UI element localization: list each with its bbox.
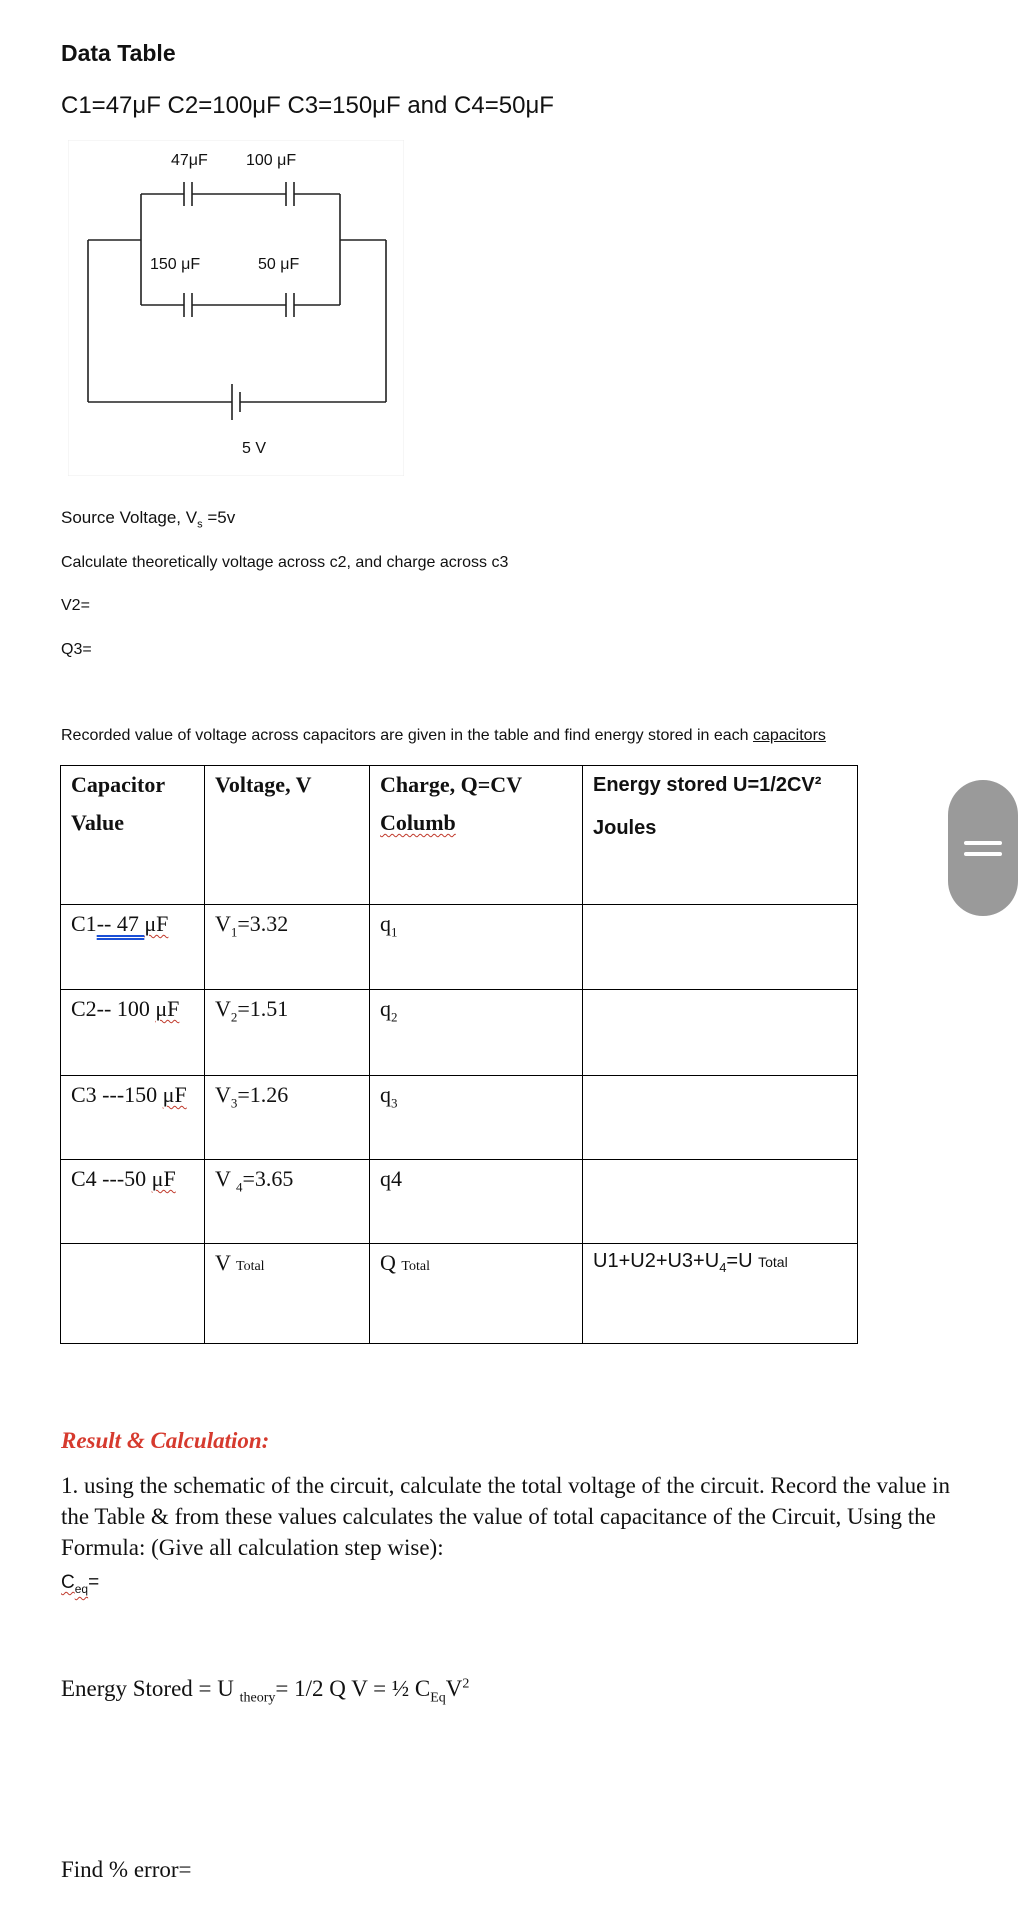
label-100uf: 100 μF: [246, 152, 297, 169]
table-row: [61, 990, 858, 1076]
cell-capacitor: C1-- 47 μF: [61, 905, 205, 990]
source-voltage: Source Voltage, $V_s =5v$: [61, 508, 236, 531]
cell-voltage: $V_1=3.32$: [205, 905, 370, 990]
cell-capacitor: C3 ---150 μF: [61, 1076, 205, 1160]
cell-charge: $q_3$: [370, 1076, 583, 1160]
capacitor-values: C1=47μF C2=100μF C3=150μF and C4=50μF: [61, 92, 554, 119]
table-intro: Recorded value of voltage across capacitors are given in the table and find energy stored in each capacitors: [61, 727, 826, 744]
v2-label: V2=: [61, 597, 90, 614]
header-energy: Energy stored U=1/2CV² Joules: [583, 766, 858, 905]
handle-grip-icon: [964, 852, 1002, 856]
doc-title: Data Table: [61, 40, 176, 66]
label-battery-5v: 5 V: [242, 440, 267, 457]
cell-charge: q4: [370, 1160, 583, 1244]
table-total-row: [61, 1244, 858, 1344]
table-row: [61, 905, 858, 990]
label-47uf: 47μF: [171, 152, 208, 169]
handle-grip-icon: [964, 841, 1002, 845]
scroll-handle[interactable]: [948, 780, 1018, 916]
cell-energy[interactable]: [583, 1076, 858, 1160]
cell-total-blank: [61, 1244, 205, 1344]
cell-total-energy: $U1+U2+U3+U_4=U$ Total: [583, 1244, 858, 1344]
circuit-schematic: [68, 140, 404, 476]
data-table: [60, 765, 858, 1344]
cell-charge: $q_2$: [370, 990, 583, 1076]
calc-instruction: Calculate theoretically voltage across c2, and charge across c3: [61, 554, 509, 571]
cell-capacitor: C2-- 100 μF: [61, 990, 205, 1076]
cell-total-charge: Q Total: [370, 1244, 583, 1344]
cell-voltage: V $_4$=3.65: [205, 1160, 370, 1244]
table-row: [61, 1076, 858, 1160]
capacitors-link[interactable]: capacitors: [752, 727, 826, 744]
label-50uf: 50 μF: [258, 256, 300, 273]
table-header-row: [61, 766, 858, 905]
header-capacitor: Capacitor Value: [61, 766, 205, 905]
find-error: Find % error=: [61, 1857, 192, 1882]
circuit-diagram: [68, 140, 404, 476]
result-title: Result & Calculation:: [61, 1428, 270, 1453]
cell-energy[interactable]: [583, 905, 858, 990]
cell-charge: $q_1$: [370, 905, 583, 990]
cell-capacitor: C4 ---50 μF: [61, 1160, 205, 1244]
header-charge: Charge, Q=CV Columb: [370, 766, 583, 905]
energy-formula: Energy Stored = U $_{theory}$= 1/2 Q V = ½ $C_{Eq}V^2$: [61, 1676, 470, 1706]
header-voltage: Voltage, V: [205, 766, 370, 905]
table-row: [61, 1160, 858, 1244]
q3-label: Q3=: [61, 641, 92, 658]
cell-voltage: $V_2=1.51$: [205, 990, 370, 1076]
cell-voltage: $V_3=1.26$: [205, 1076, 370, 1160]
cell-energy[interactable]: [583, 990, 858, 1076]
ceq-label: $C_{eq}=$: [61, 1572, 100, 1596]
cell-total-voltage: V Total: [205, 1244, 370, 1344]
cell-energy[interactable]: [583, 1160, 858, 1244]
result-paragraph: 1. using the schematic of the circuit, calculate the total voltage of the circuit. Record the value in the Table & from these values calculates the value of total capacitance of the Circuit, Using the Formula: (Give all calculation step wise):: [61, 1473, 951, 1560]
label-150uf: 150 μF: [150, 256, 201, 273]
